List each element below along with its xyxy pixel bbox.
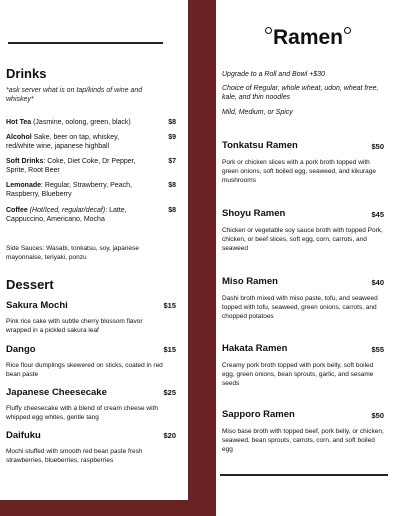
drink-name: Lemonade [6, 182, 42, 189]
dessert-price: $25 [163, 388, 176, 397]
drink-price: $9 [168, 134, 176, 141]
drink-price: $8 [168, 207, 176, 214]
dessert-price: $20 [163, 431, 176, 440]
ramen-name: Tonkatsu Ramen [222, 140, 298, 151]
ramen-name: Sapporo Ramen [222, 409, 295, 420]
ramen-desc: Dashi broth mixed with miso paste, tofu, and seaweed topped with tofu, seaweed, green onions, carrots, and chopped potatoes [222, 295, 378, 320]
ramen-price: $50 [371, 411, 384, 420]
ramen-name: Miso Ramen [222, 276, 278, 287]
ramen-desc: Chicken or vegetable soy sauce broth with topped Pork, chicken, or beef slices, soft egg, corn, carrots, and seaweed [222, 227, 383, 252]
dessert-name: Japanese Cheesecake [6, 387, 107, 398]
ramen-desc: Miso base broth with topped beef, pork belly, or chicken, seaweed, bean sprouts, carrots, corn, and soft boiled egg [222, 428, 384, 453]
ramen-name: Hakata Ramen [222, 343, 288, 354]
ramen-desc: Creamy pork broth topped with pork belly, soft boiled egg, green onions, bean sprouts, garlic, and sesame seeds [222, 362, 374, 387]
drink-price: $8 [168, 119, 176, 126]
ramen-item [222, 409, 384, 454]
ramen-price: $50 [371, 142, 384, 151]
drink-desc: (Jasmine, oolong, green, black) [31, 119, 131, 126]
dessert-price: $15 [163, 301, 176, 310]
circle-ornament-icon [344, 27, 351, 34]
ramen-item [222, 276, 384, 321]
drink-price: $7 [168, 158, 176, 165]
dessert-desc: Pink rice cake with subtle cherry blossom flavor wrapped in a pickled sakura leaf [6, 318, 143, 334]
ramen-heading [216, 26, 400, 50]
ramen-item [222, 343, 384, 388]
ramen-item [222, 208, 384, 253]
dessert-name: Daifuku [6, 430, 41, 441]
drink-item [6, 133, 176, 151]
dessert-item [6, 430, 176, 465]
ramen-price: $55 [371, 345, 384, 354]
drink-name: Alcohol [6, 134, 32, 141]
drinks-heading: Drinks [6, 66, 47, 81]
ramen-name: Shoyu Ramen [222, 208, 286, 219]
ramen-price: $40 [371, 278, 384, 287]
dessert-item [6, 387, 176, 422]
drink-name: Soft Drinks [6, 158, 44, 165]
drink-desc: : Coke, Diet Coke, Dr Pepper, Sprite, Root Beer [6, 158, 136, 174]
ramen-noodle-note: Choice of Regular, whole wheat, udon, wheat free, kale, and thin noodles [222, 85, 379, 101]
ramen-upgrade-note: Upgrade to a Roll and Bowl +$30 [222, 71, 325, 78]
ramen-price: $45 [371, 210, 384, 219]
side-sauces: Side Sauces: Wasabi, tonkatsu, soy, japanese mayonnaise, teriyaki, ponzu [6, 245, 139, 261]
drink-item [6, 206, 176, 224]
dessert-item [6, 300, 176, 335]
dessert-desc: Mochi stuffed with smooth red bean paste fresh strawberries, blueberries, raspberries [6, 448, 143, 464]
dessert-price: $15 [163, 345, 176, 354]
dessert-item [6, 344, 176, 379]
ramen-item [222, 140, 384, 185]
drink-desc: : Latte, Cappuccino, Americano, Mocha [6, 207, 127, 223]
circle-ornament-icon [265, 27, 272, 34]
ramen-spice-note: Mild, Medium, or Spicy [222, 109, 293, 116]
drinks-note: *ask server what is on tap/kinds of wine and whiskey* [6, 87, 143, 103]
dessert-heading: Dessert [6, 277, 54, 292]
dessert-desc: Rice flour dumplings skewered on sticks, coated in red bean paste [6, 362, 163, 378]
ramen-desc: Pork or chicken slices with a pork broth topped with green onions, soft boiled egg, seaweed, and kikurage mushrooms [222, 159, 376, 184]
dessert-desc: Fluffy cheesecake with a blend of cream cheese with whipped egg whites, gentle tang [6, 405, 158, 421]
drink-item [6, 118, 176, 127]
drink-price: $8 [168, 182, 176, 189]
drink-name: Coffee [6, 207, 28, 214]
drink-desc: : Regular, Strawberry, Peach, Raspberry, Blueberry [6, 182, 132, 198]
drink-name: Hot Tea [6, 119, 32, 126]
right-divider [220, 474, 388, 476]
drink-desc: Sake, beer on tap, whiskey, red/white wine, japanese highball [6, 134, 120, 150]
ramen-title-text: Ramen [272, 26, 344, 49]
drink-item [6, 181, 176, 199]
drink-item [6, 157, 176, 175]
dessert-name: Dango [6, 344, 36, 355]
dessert-name: Sakura Mochi [6, 300, 68, 311]
left-divider [8, 42, 163, 44]
drink-italic-desc: (Hot/Iced, regular/decaf) [27, 207, 106, 214]
